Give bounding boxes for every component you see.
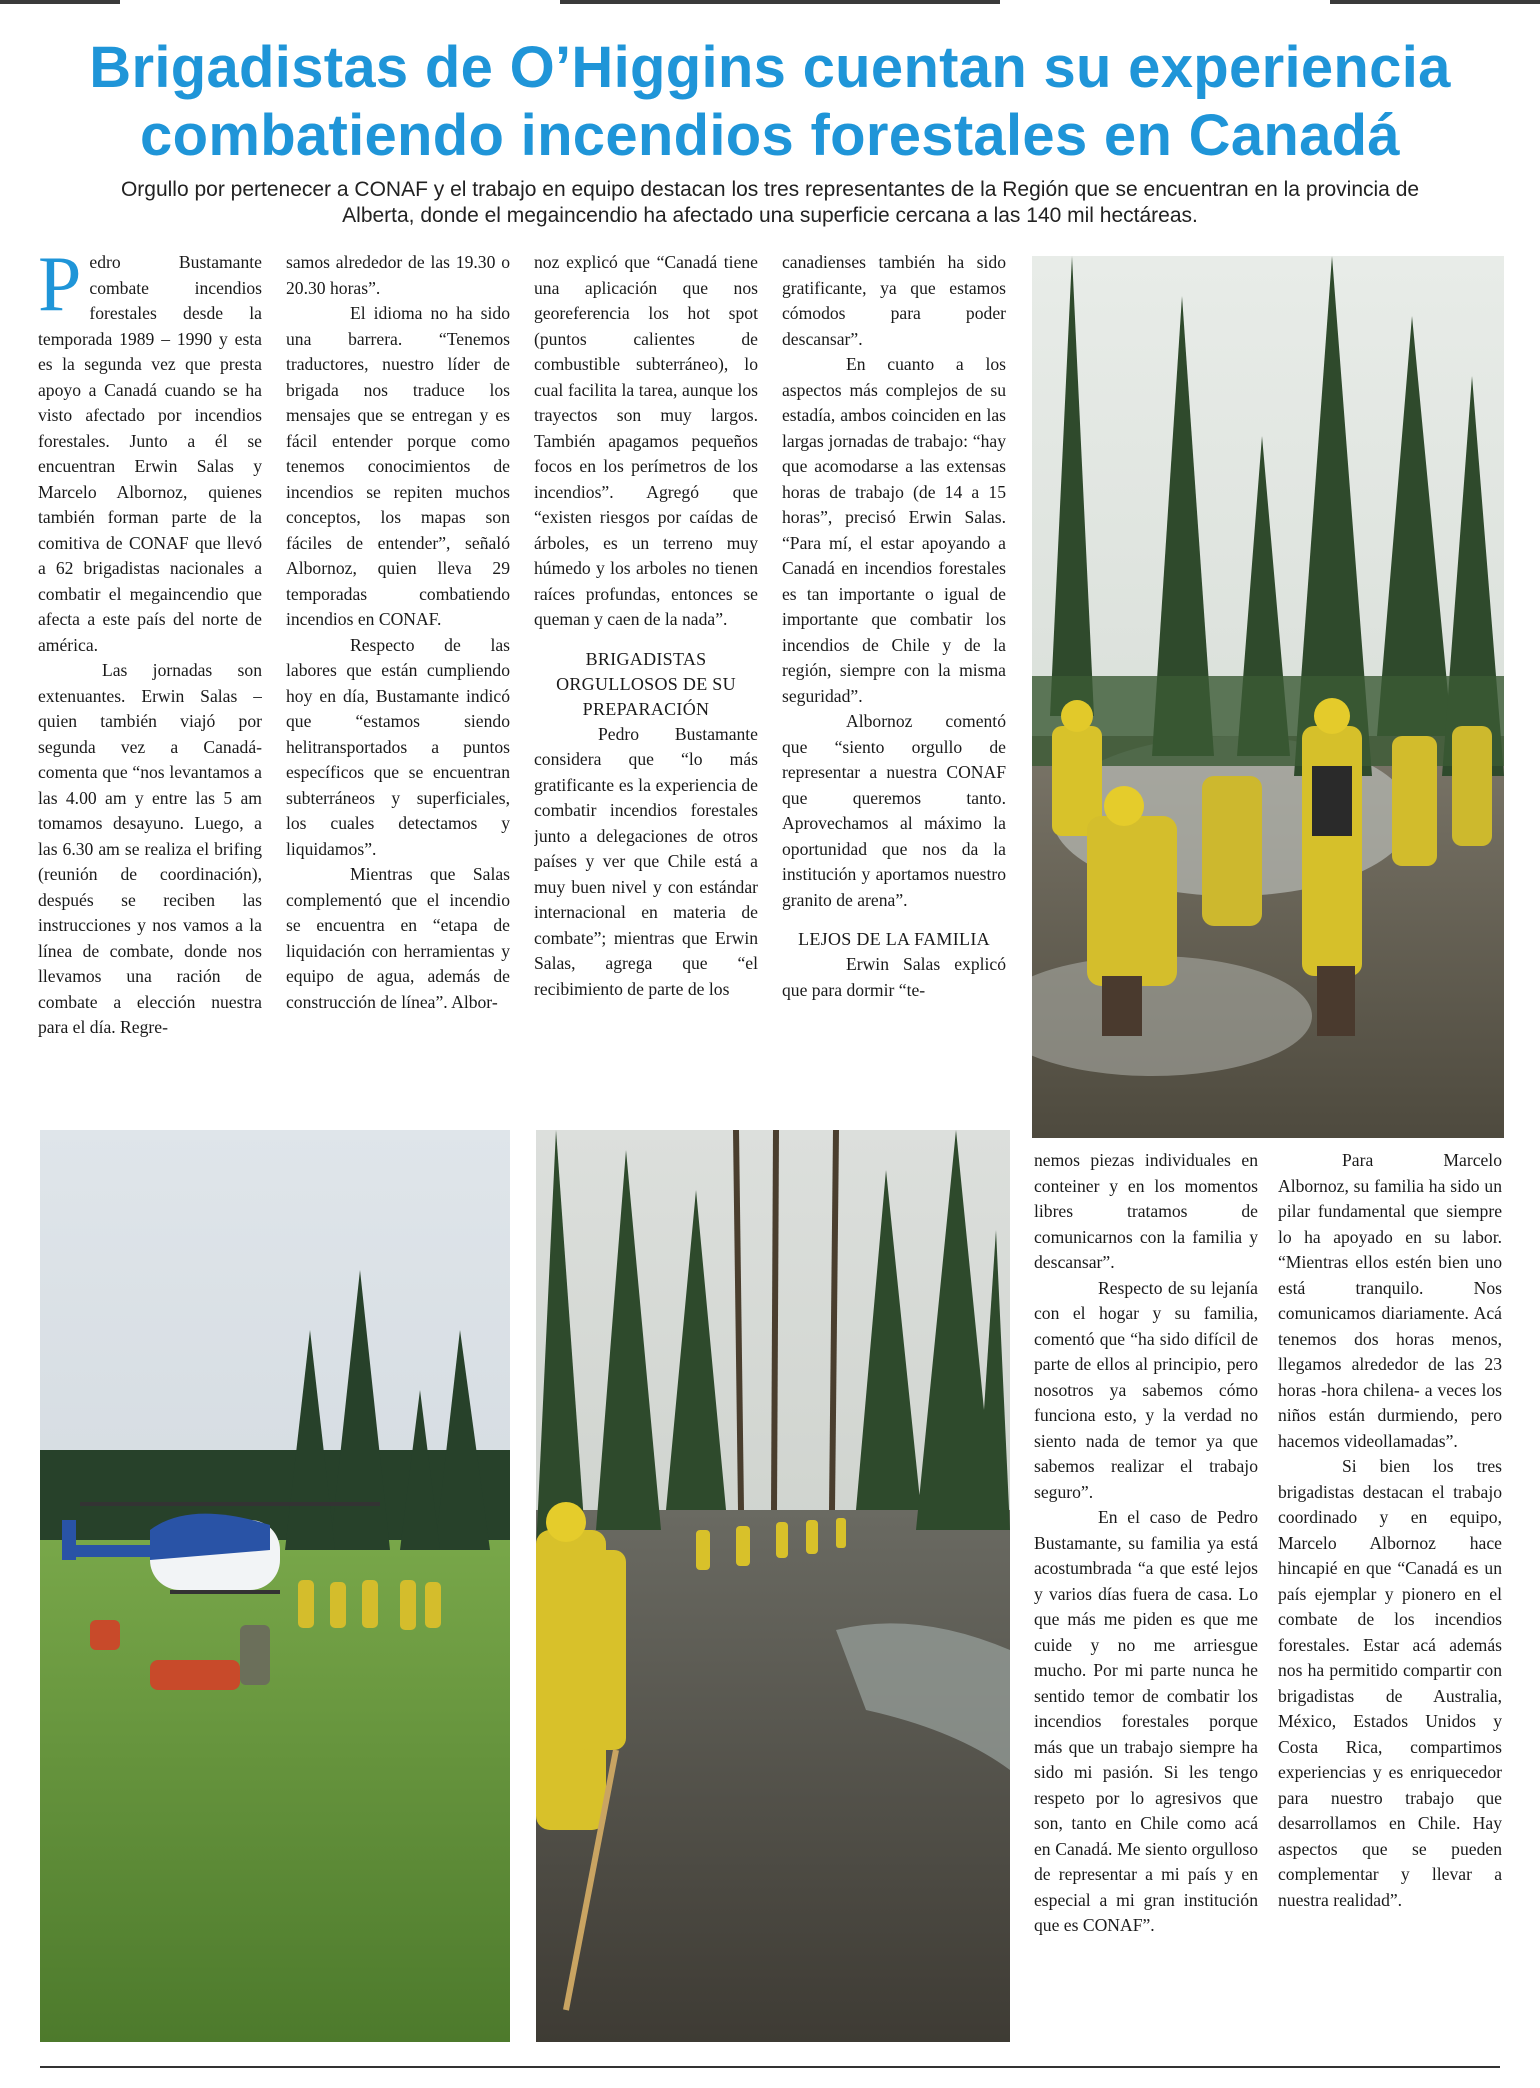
article-column-6	[1278, 1148, 1502, 2048]
paragraph: Las jornadas son extenuantes. Erwin Salas –quien también viajó por segunda vez a Canadá- comenta que “nos levantamos a las 4.00 am y entre las 5 am tomamos desayuno. Luego, a las 6.30 am se realiza el brifing (reunión de coordinación), después se reciben las instrucciones y nos vamos a la línea de combate, donde nos llevamos una ración de combate a elección nuestra para el día. Regre-	[38, 660, 262, 1037]
paragraph: canadienses también ha sido gratificante, ya que estamos cómodos para poder descansar”.	[782, 252, 1006, 349]
subtitle: Orgullo por pertenecer a CONAF y el trabajo en equipo destacan los tres representantes de la Región que se encuentran en la provincia de Alberta, donde el megaincendio ha afectado una superficie cercana a las 140 mil hectáreas.	[120, 178, 1420, 227]
paragraph: Albornoz comentó que “siento orgullo de representar a nuestra CONAF que queremos tanto. Aprovechamos al máximo la oportunidad que nos da la institución y aportamos nuestro granito de arena”.	[782, 711, 1006, 910]
paragraph: Respecto de las labores que están cumpliendo hoy en día, Bustamante indicó que “estamos siendo helitransportados a puntos específicos que se encuentran subterráneos y superficiales, los cuales detectamos y liquidamos”.	[286, 634, 510, 859]
paragraph: En cuanto a los aspectos más complejos de su estadía, ambos coinciden en las largas jornadas de trabajo: “hay que acomodarse a las extensas horas de trabajo (de 14 a 15 horas”, precisó Erwin Salas. “Para mí, el estar apoyando a Canadá en incendios forestales es tan importante o igual de importante que combatir los incendios de Chile y de la región, siempre con la misma seguridad”.	[782, 354, 1006, 706]
paragraph: Mientras que Salas complementó que el incendio se encuentra en “etapa de liquidación con herramientas y equipo de agua, además de construcción de línea”. Albor-	[286, 864, 510, 1012]
drop-cap: P	[38, 250, 82, 327]
article-column-1	[38, 250, 262, 1100]
paragraph: Pedro Bustamante considera que “lo más gratificante es la experiencia de combatir incendios forestales junto a delegaciones de otros países y ver que Chile está a muy buen nivel y con estándar internacional en materia de combate”; mientras que Erwin Salas, agrega que “el recibimiento de parte de los	[534, 723, 758, 999]
paragraph: Si bien los tres brigadistas destacan el trabajo coordinado y en equipo, Marcelo Albornoz hace hincapié en que “Canadá es un país ejemplar y pionero en el combate de los incendios forestales. Estar acá además nos ha permitido compartir con brigadistas de Australia, México, Estados Unidos y Costa Rica, compartimos experiencias y es enriquecedor para nuestro trabajo que desarrollamos en Chile. Hay aspectos que se pueden complementar y llevar a nuestra realidad”.	[1278, 1456, 1502, 1910]
section-heading: BRIGADISTAS ORGULLOSOS DE SU PREPARACIÓN	[556, 648, 736, 719]
helicopter-photo	[40, 1130, 510, 2042]
section-heading: LEJOS DE LA FAMILIA	[798, 929, 990, 949]
fire-crew-photo	[1032, 256, 1504, 1138]
article-column-4	[782, 250, 1006, 1100]
paragraph: nemos piezas individuales en conteiner y en los momentos libres tratamos de comunicarnos con la familia y descansar”.	[1034, 1150, 1258, 1272]
paragraph: Para Marcelo Albornoz, su familia ha sido un pilar fundamental que siempre lo ha apoyado en su labor. “Mientras ellos estén bien uno está tranquilo. Nos comunicamos diariamente. Acá tenemos dos horas menos, llegamos alrededor de las 23 horas -hora chilena- a veces los niños están durmiendo, pero hacemos videollamadas”.	[1278, 1150, 1502, 1451]
paragraph: noz explicó que “Canadá tiene una aplicación que nos georeferencia los hot spot (puntos calientes de combustible subterráneo), lo cual facilita la tarea, aunque los trayectos son muy largos. También apagamos pequeños focos en los perímetros de los incendios”. Agregó que “existen riesgos por caídas de árboles, es un terreno muy húmedo y los arboles no tienen raíces profundas, entonces se queman y caen de la nada”.	[534, 252, 758, 629]
paragraph: Respecto de su lejanía con el hogar y su familia, comentó que “ha sido difícil de parte de ellos al principio, pero nosotros ya sabemos cómo funciona esto, y la verdad no siento nada de temor ya que sabemos realizar el trabajo seguro”.	[1034, 1277, 1258, 1502]
article-column-2	[286, 250, 510, 1100]
paragraph: edro Bustamante combate incendios forestales desde la temporada 1989 – 1990 y esta es la segunda vez que presta apoyo a Canadá cuando se ha visto afectado por incendios forestales. Junto a él se encuentran Erwin Salas y Marcelo Albornoz, quienes también forman parte de la comitiva de CONAF que llevó a 62 brigadistas nacionales a combatir el megaincendio que afecta a este país del norte de américa.	[38, 252, 262, 655]
headline: Brigadistas de O’Higgins cuentan su experiencia combatiendo incendios forestales en Canadá	[89, 35, 1451, 168]
article-column-3	[534, 250, 758, 1100]
paragraph: samos alrededor de las 19.30 o 20.30 horas”.	[286, 252, 510, 298]
article-column-5	[1034, 1148, 1258, 2048]
top-rule	[0, 0, 1540, 6]
paragraph: El idioma no ha sido una barrera. “Tenemos traductores, nuestro líder de brigada nos traduce los mensajes que se entregan y es fácil entender porque como tenemos conocimientos de incendios se repiten muchos conceptos, los mapas son fáciles de entender”, señaló Albornoz, quien lleva 29 temporadas combatiendo incendios en CONAF.	[286, 303, 510, 629]
bottom-rule	[40, 2066, 1500, 2068]
mud-trail-photo	[536, 1130, 1010, 2042]
paragraph: Erwin Salas explicó que para dormir “te-	[782, 954, 1006, 1000]
paragraph: En el caso de Pedro Bustamante, su familia ya está acostumbrada “a que esté lejos y varios días fuera de casa. Lo que más me piden es que me cuide y no me arriesgue mucho. Por mi parte nunca he sentido temor de combatir los incendios forestales porque más que un trabajo siempre ha sido mi pasión. Si les tengo respeto por lo agresivos que son, tanto en Chile como acá en Canadá. Me siento orgulloso de representar a mi país y en especial a mi gran institución que es CONAF”.	[1034, 1507, 1258, 1935]
